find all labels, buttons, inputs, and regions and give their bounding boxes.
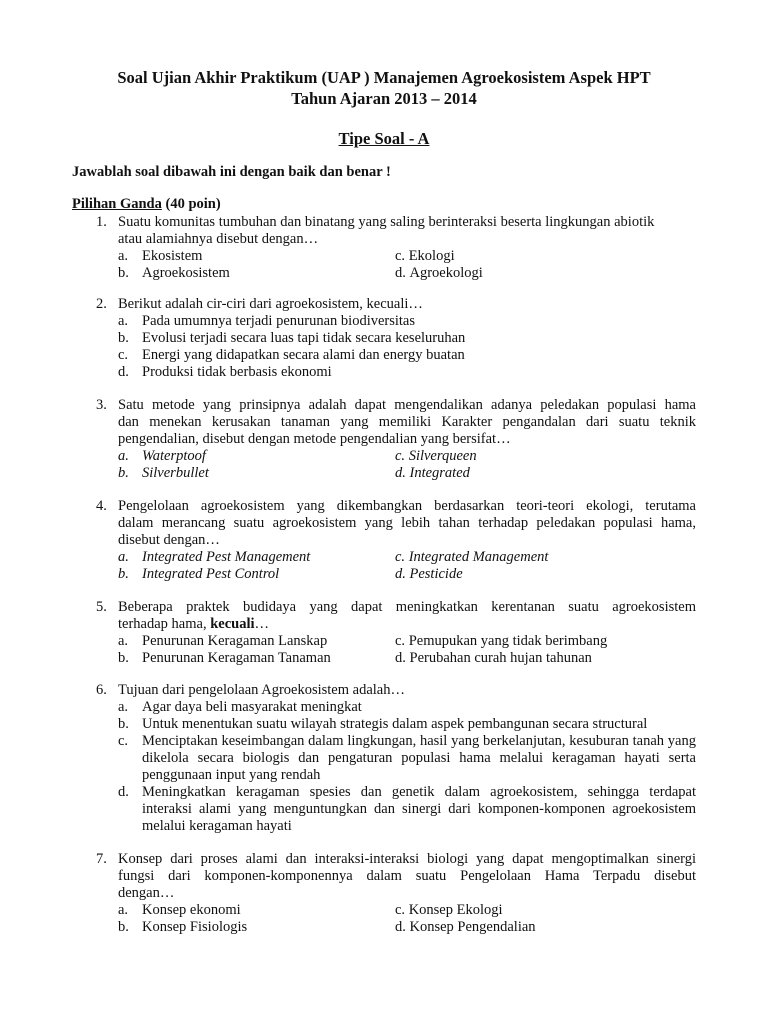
option-c[interactable]	[395, 633, 672, 650]
stem-keyword: kecuali	[210, 616, 255, 632]
question-stem	[118, 296, 696, 313]
option-c[interactable]	[395, 248, 672, 265]
option-label: b.	[118, 265, 129, 281]
stem-text: terhadap hama,	[118, 616, 211, 632]
option-label: a.	[118, 248, 129, 264]
option-d[interactable]	[118, 784, 696, 835]
option-d[interactable]	[395, 566, 672, 583]
option-text: Integrated Management	[408, 549, 549, 565]
question-7	[72, 851, 696, 936]
question-6	[72, 682, 696, 835]
question-number: 4.	[96, 498, 107, 514]
option-text: Pada umumnya terjadi penurunan biodiversitas	[142, 313, 416, 329]
option-label: d.	[395, 465, 406, 481]
option-label: c.	[395, 902, 406, 918]
options	[118, 248, 696, 282]
option-a[interactable]	[118, 549, 395, 566]
exam-title: Soal Ujian Akhir Praktikum (UAP ) Manajemen Agroekosistem Aspek HPT	[117, 68, 651, 87]
option-text: Silverbullet	[142, 465, 209, 481]
option-text: Agar daya beli masyarakat meningkat	[142, 699, 362, 715]
question-stem	[118, 599, 696, 633]
option-d[interactable]	[395, 650, 672, 667]
option-text: Integrated	[409, 465, 470, 481]
option-c[interactable]	[118, 733, 696, 784]
question-5	[72, 599, 696, 667]
option-label: d.	[395, 265, 406, 281]
option-text: Agroekosistem	[142, 265, 230, 281]
option-label: c.	[118, 347, 129, 363]
option-text: Produksi tidak berbasis ekonomi	[142, 364, 332, 380]
question-number: 5.	[96, 599, 107, 615]
option-d[interactable]	[395, 265, 672, 282]
option-label: d.	[395, 919, 406, 935]
options	[118, 549, 696, 583]
option-label: b.	[118, 716, 129, 732]
option-label: b.	[118, 919, 129, 935]
option-label: a.	[118, 699, 129, 715]
option-label: d.	[395, 650, 406, 666]
option-text: Penurunan Keragaman Tanaman	[142, 650, 331, 666]
question-3	[72, 397, 696, 482]
stem-line: Berikut adalah cir-ciri dari agroekosistem, kecuali…	[118, 296, 423, 312]
option-b[interactable]	[118, 265, 395, 282]
option-text: Ekologi	[408, 248, 455, 264]
options	[118, 699, 696, 835]
option-d[interactable]	[118, 364, 696, 381]
option-a[interactable]	[118, 313, 696, 330]
question-stem	[118, 214, 696, 248]
option-d[interactable]	[395, 465, 672, 482]
instruction: Jawablah soal dibawah ini dengan baik dan benar !	[72, 164, 391, 180]
stem-ellipsis: …	[254, 616, 270, 632]
option-c[interactable]	[395, 448, 672, 465]
option-d[interactable]	[395, 919, 672, 936]
option-b[interactable]	[118, 330, 696, 347]
option-text: Silverqueen	[408, 448, 477, 464]
option-text: Evolusi terjadi secara luas tapi tidak secara keseluruhan	[142, 330, 466, 346]
option-label: a.	[118, 902, 129, 918]
option-c[interactable]	[118, 347, 696, 364]
section-label: Pilihan Ganda	[72, 196, 162, 212]
option-label: b.	[118, 465, 129, 481]
stem-line: Konsep dari proses alami dan interaksi-interaksi biologi yang dapat mengoptimalkan sinergi	[118, 851, 696, 867]
stem-line: Beberapa praktek budidaya yang dapat meningkatkan kerentanan suatu agroekosistem	[118, 599, 696, 615]
option-label: a.	[118, 633, 129, 649]
options	[118, 313, 696, 381]
option-a[interactable]	[118, 448, 395, 465]
option-label: c.	[118, 733, 129, 749]
question-number: 7.	[96, 851, 107, 867]
option-label: b.	[118, 330, 129, 346]
option-label: c.	[395, 549, 406, 565]
option-text: Konsep Fisiologis	[142, 919, 248, 935]
question-stem	[118, 397, 696, 448]
options	[118, 902, 696, 936]
option-c[interactable]	[395, 902, 672, 919]
stem-line: Tujuan dari pengelolaan Agroekosistem adalah…	[118, 682, 405, 698]
option-text: Ekosistem	[142, 248, 203, 264]
option-a[interactable]	[118, 699, 696, 716]
stem-line: Pengelolaan agroekosistem yang dikembangkan berdasarkan teori-teori ekologi, terutama	[118, 498, 696, 514]
question-stem	[118, 498, 696, 549]
academic-year: Tahun Ajaran 2013 – 2014	[291, 89, 477, 108]
option-b[interactable]	[118, 650, 395, 667]
stem-line: fungsi dari komponen-komponennya dalam suatu Pengelolaan Hama Terpadu disebut	[118, 868, 696, 884]
question-4	[72, 498, 696, 583]
option-text: Pemupukan yang tidak berimbang	[408, 633, 608, 649]
option-text: Pesticide	[409, 566, 463, 582]
option-text: Perubahan curah hujan tahunan	[409, 650, 592, 666]
option-text: Integrated Pest Control	[142, 566, 280, 582]
option-text: Waterptoof	[142, 448, 206, 464]
option-label: b.	[118, 566, 129, 582]
option-a[interactable]	[118, 902, 395, 919]
option-b[interactable]	[118, 465, 395, 482]
stem-line: Satu metode yang prinsipnya adalah dapat mengendalikan adanya peledakan populasi hama	[118, 397, 696, 413]
option-label: c.	[395, 248, 406, 264]
question-2	[72, 296, 696, 381]
option-text: Meningkatkan keragaman spesies dan genetik dalam agroekosistem, sehingga terdapat interaksi alami yang menguntungkan dan sinergi dari komponen-komponen agroekosistem melalui keragaman hayati	[142, 784, 696, 834]
question-stem	[118, 682, 696, 699]
options	[118, 448, 696, 482]
option-text: Energi yang didapatkan secara alami dan energy buatan	[142, 347, 465, 363]
question-type: Tipe Soal - A	[338, 129, 430, 148]
option-b[interactable]	[118, 566, 395, 583]
option-label: b.	[118, 650, 129, 666]
option-label: a.	[118, 549, 129, 565]
stem-line: dalam merancang suatu agroekosistem yang lebih tahan terhadap peledakan populasi hama,	[118, 515, 696, 531]
option-a[interactable]	[118, 633, 395, 650]
question-number: 6.	[96, 682, 107, 698]
option-label: d.	[395, 566, 406, 582]
option-text: Agroekologi	[409, 265, 483, 281]
option-text: Konsep Pengendalian	[409, 919, 536, 935]
stem-line: disebut dengan…	[118, 532, 220, 548]
option-label: d.	[118, 364, 129, 380]
option-label: c.	[395, 448, 406, 464]
stem-line: dengan…	[118, 885, 175, 901]
option-label: a.	[118, 313, 129, 329]
option-a[interactable]	[118, 248, 395, 265]
option-label: a.	[118, 448, 129, 464]
stem-line	[118, 616, 696, 633]
question-1	[72, 214, 696, 282]
option-b[interactable]	[118, 919, 395, 936]
stem-line: pengendalian, disebut dengan metode pengendalian yang bersifat…	[118, 431, 511, 447]
question-number: 1.	[96, 214, 107, 230]
option-label: d.	[118, 784, 129, 800]
option-c[interactable]	[395, 549, 672, 566]
stem-line: atau alamiahnya disebut dengan…	[118, 231, 319, 247]
stem-line: Suatu komunitas tumbuhan dan binatang yang saling berinteraksi beserta lingkungan abiotik	[118, 214, 655, 230]
option-text: Untuk menentukan suatu wilayah strategis dalam aspek pembangunan secara structural	[142, 716, 648, 732]
option-text: Integrated Pest Management	[142, 549, 311, 565]
option-text: Penurunan Keragaman Lanskap	[142, 633, 328, 649]
section-heading	[72, 196, 221, 213]
option-label: c.	[395, 633, 406, 649]
question-number: 2.	[96, 296, 107, 312]
options	[118, 633, 696, 667]
option-text: Menciptakan keseimbangan dalam lingkungan, hasil yang berkelanjutan, kesuburan tanah yang dikelola secara biologis dan pengaturan populasi hama melalui keragaman hayati serta penggunaan input yang rendah	[142, 733, 696, 783]
section-points: (40 poin)	[165, 196, 221, 212]
question-number: 3.	[96, 397, 107, 413]
stem-line: dan menekan kerusakan tanaman yang memiliki Karakter pengandalan dari suatu teknik	[118, 414, 696, 430]
option-b[interactable]	[118, 716, 696, 733]
option-text: Konsep Ekologi	[408, 902, 503, 918]
option-text: Konsep ekonomi	[142, 902, 241, 918]
question-stem	[118, 851, 696, 902]
